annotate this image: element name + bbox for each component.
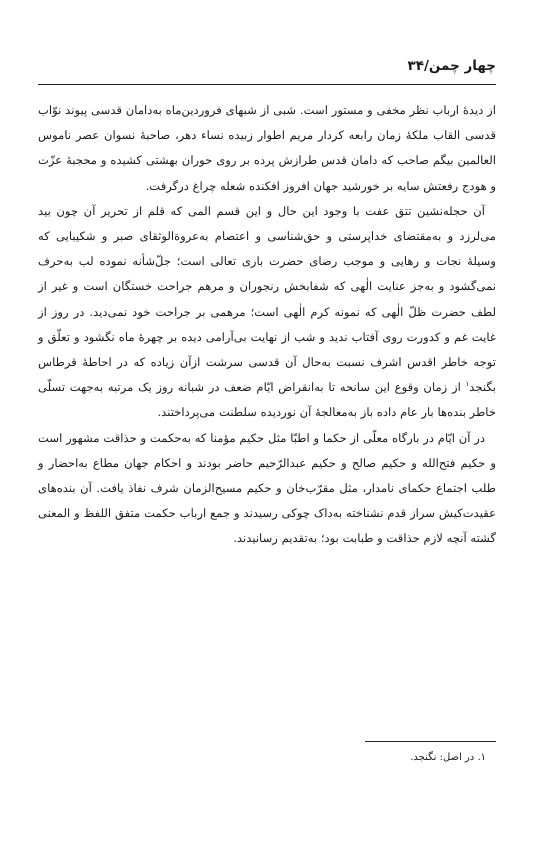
paragraph-2 [38, 199, 496, 426]
footnote: ۱. در اصل: نگنجد. [410, 752, 486, 763]
paragraph-2-text: آن حجله‌نشین تتق عفت با وجود این حال و این قسم المی که قلم از تحریر آن چون بید می‌لرزد و به‌مقتضای خداپرستی و حق‌شناسی و اعتصام به‌عروةالوثقای صبر و شکیبایی که وسیلهٔ نجات و رهایی و موجب رضای حضرت باری تعالی است؛ جلّ‌شأنه نموده لب به‌حرف نمی‌گشود و به‌جز عنایت الٰهی که شفابخش رنجوران و مرهم جراحت خستگان است و غیر از لطف حضرت ظلّ الٰهی که نمونه کرم الٰهی است؛ مرهمی بر جراحت خود نمی‌دید. در روز از غایت غم و کدورت روی آفتاب ندید و شب از نهایت بی‌آرامی دیده بر چهرهٔ ماه نگشود و تعلّق و توجه خاطر اقدس اشرف نسبت به‌حال آن قدسی سرشت ازآن زیاده که در احاطهٔ قرطاس بگنجد [38, 203, 496, 395]
footnote-reference: ۱ [465, 380, 470, 389]
header-rule [38, 84, 496, 85]
running-header [38, 50, 496, 82]
running-title: چهار چمن/۳۴ [407, 58, 496, 74]
paragraph-3: در آن ایّام در بارگاه معلّی از حکما و اطبّا مثل حکیم مؤمنا که به‌حکمت و حذاقت مشهور است و حکیم فتح‌الله و حکیم صالح و حکیم عبدالرّحیم حاضر بودند و احکام جهان مطاع به‌احضار و طلب اجتماع حکمای نامدار، مثل مقرّب‌خان و حکیم مسیح‌الزمان شرف نفاذ یافت. آن بنده‌های عقیدت‌کیش سراز قدم نشناخته به‌داک چوکی رسیدند و جمع ارباب حکمت متفق اللفظ و المعنی گشته آنچه لازم حذاقت و طبابت بود؛ به‌تقدیم رسانیدند. [38, 430, 496, 546]
body-text [38, 98, 496, 552]
paragraph-1: از دیدهٔ ارباب نظر مخفی و مستور است. شبی از شبهای فروردین‌ماه به‌دامان قدسی پیوند نوّاب قدسی القاب ملکهٔ زمان رابعه کردار مریم اطوار زبیده نساء دهر، صاحبهٔ نسوان عصر ناموس العالمین بیگم صاحب که دامان قدس طرازش پرده بر روی حوران بهشتی کشیده و محجبهٔ عزّت و هودج رفعتش سایه بر خورشید جهان افروز افکنده شعله چراغ درگرفت. [38, 103, 496, 193]
footnote-rule [365, 741, 496, 742]
paragraph-2-continuation: از زمان وقوع این سانحه تا به‌انقراض ایّام ضعف در شبانه روز یک مرتبه به‌جهت تسلّی خاطر بنده‌ها بار عام داده باز به‌معالجهٔ آن نوردیده سلطنت می‌پرداختند. [38, 380, 496, 420]
